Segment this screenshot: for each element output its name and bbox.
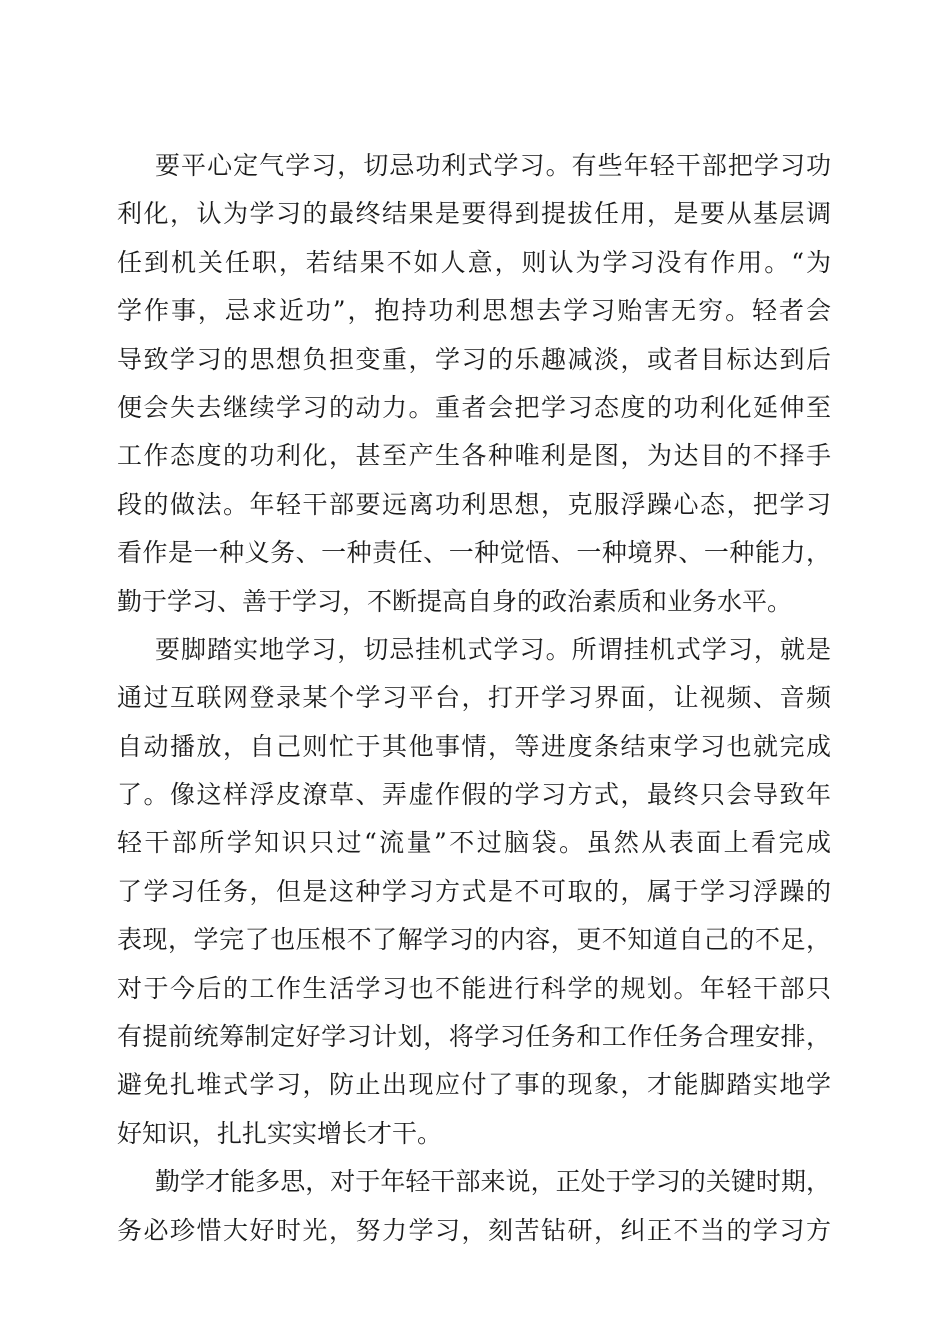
- text-line: 看作是一种义务、一种责任、一种觉悟、一种境界、一种能力，: [117, 538, 831, 568]
- text-line: 轻干部所学知识只过“流量”不过脑袋。虽然从表面上看完成: [117, 828, 831, 858]
- text-line: 自动播放，自己则忙于其他事情，等进度条结束学习也就完成: [117, 731, 831, 761]
- text-line: 避免扎堆式学习，防止出现应付了事的现象，才能脚踏实地学: [117, 1070, 831, 1100]
- text-line: 好知识，扎扎实实增长才干。: [117, 1118, 443, 1148]
- text-line: 工作态度的功利化，甚至产生各种唯利是图，为达目的不择手: [117, 441, 831, 471]
- text-line: 表现，学完了也压根不了解学习的内容，更不知道自己的不足，: [117, 925, 831, 955]
- text-line: 段的做法。年轻干部要远离功利思想，克服浮躁心态，把学习: [117, 489, 831, 519]
- paragraph-1: [117, 142, 831, 626]
- text-line: 通过互联网登录某个学习平台，打开学习界面，让视频、音频: [117, 683, 831, 713]
- text-line: 导致学习的思想负担变重，学习的乐趣减淡，或者目标达到后: [117, 344, 831, 374]
- text-line: 了学习任务，但是这种学习方式是不可取的，属于学习浮躁的: [117, 876, 831, 906]
- text-line: 要平心定气学习，切忌功利式学习。有些年轻干部把学习功: [155, 151, 831, 180]
- text-line: 务必珍惜大好时光，努力学习，刻苦钻研，纠正不当的学习方: [117, 1215, 831, 1245]
- document-body: [117, 142, 831, 1255]
- paragraph-3: [117, 1158, 831, 1255]
- text-line: 勤于学习、善于学习，不断提高自身的政治素质和业务水平。: [117, 586, 793, 616]
- text-line: 任到机关任职，若结果不如人意，则认为学习没有作用。“为: [117, 247, 831, 277]
- text-line: 学作事，忌求近功”，抱持功利思想去学习贻害无穷。轻者会: [117, 296, 831, 326]
- text-line: 了。像这样浮皮潦草、弄虚作假的学习方式，最终只会导致年: [117, 780, 831, 810]
- text-line: 便会失去继续学习的动力。重者会把学习态度的功利化延伸至: [117, 392, 831, 422]
- text-line: 勤学才能多思，对于年轻干部来说，正处于学习的关键时期，: [155, 1167, 831, 1197]
- paragraph-2: [117, 626, 831, 1158]
- text-line: 对于今后的工作生活学习也不能进行科学的规划。年轻干部只: [117, 973, 831, 1003]
- text-line: 要脚踏实地学习，切忌挂机式学习。所谓挂机式学习，就是: [155, 634, 831, 664]
- text-line: 利化，认为学习的最终结果是要得到提拔任用，是要从基层调: [117, 199, 831, 229]
- text-line: 有提前统筹制定好学习计划，将学习任务和工作任务合理安排，: [117, 1022, 831, 1052]
